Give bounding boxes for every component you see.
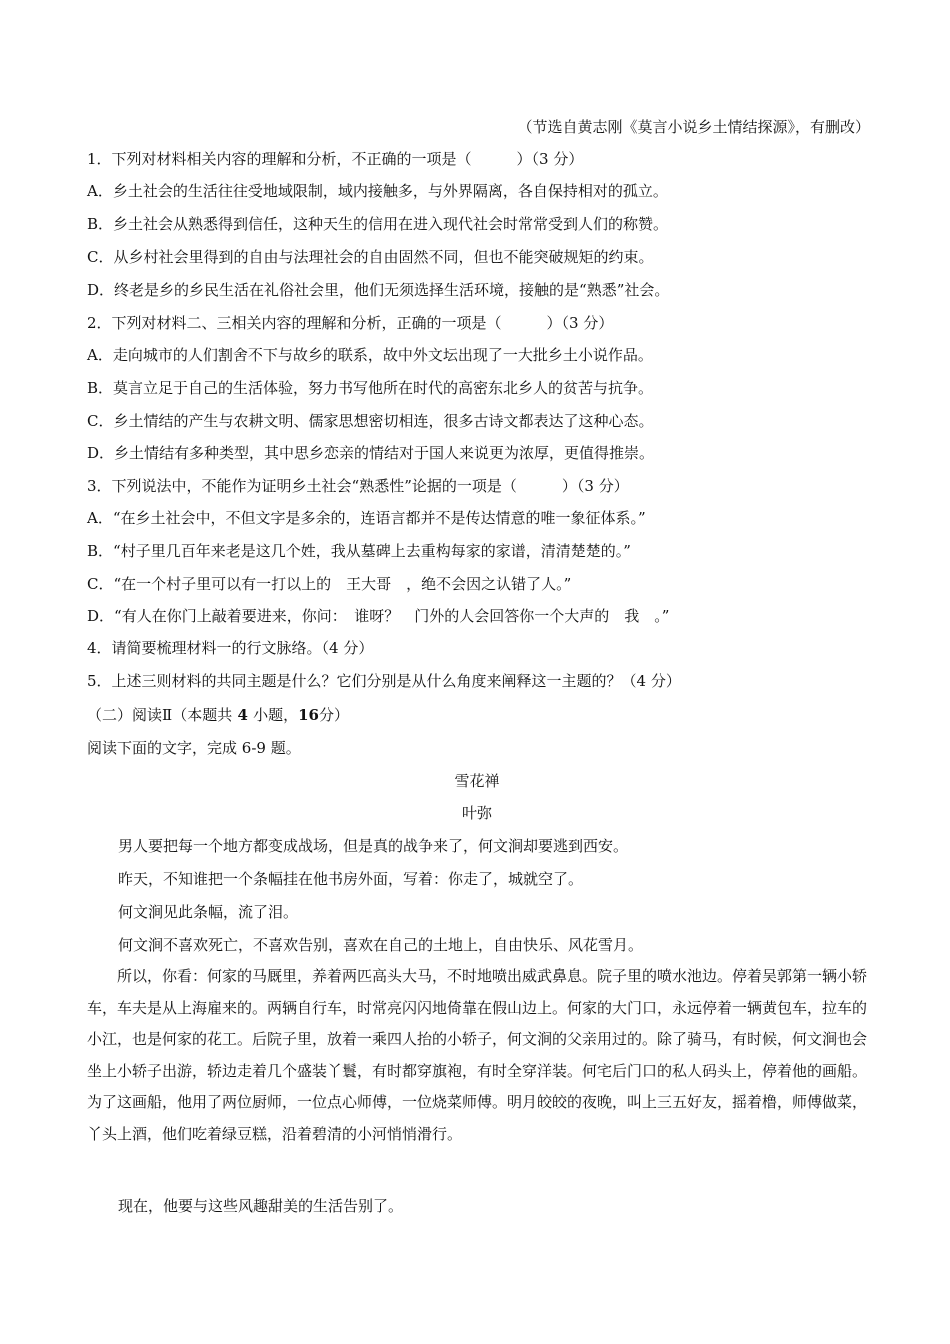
question-3-option-c: C．“在一个村子里可以有一打以上的 王大哥 ，绝不会因之认错了人。” (87, 575, 572, 593)
question-2-option-b: B．莫言立足于自己的生活体验，努力书写他所在时代的高密东北乡人的贫苦与抗争。 (87, 379, 654, 397)
question-3-option-a: A．“在乡土社会中，不但文字是多余的，连语言都并不是传达情意的唯一象征体系。” (87, 509, 646, 527)
question-1-option-c: C．从乡村社会里得到的自由与法理社会的自由固然不同，但也不能突破规矩的约束。 (87, 248, 654, 266)
source-note: （节选自黄志刚《莫言小说乡土情结探源》，有删改） (517, 118, 870, 136)
section-2-count: 4 (237, 706, 248, 724)
question-2-stem: 2．下列对材料二、三相关内容的理解和分析，正确的一项是（ ）（3 分） (87, 314, 614, 332)
story-paragraph-5: 所以，你看：何家的马厩里，养着两匹高头大马，不时地喷出威武鼻息。院子里的喷水池边。停着吴郭第一辆小轿车，车夫是从上海雇来的。两辆自行车，时常亮闪闪地倚靠在假山边上。何家的大门口，永远停着一辆黄包车，拉车的小江，也是何家的花工。后院子里，放着一乘四人抬的小轿子，何文涧的父亲用过的。除了骑马，有时候，何文涧也会坐上小轿子出游，轿边走着几个盛装丫鬟，有时都穿旗袍，有时全穿洋装。何宅后门口的私人码头上，停着他的画船。为了这画船，他用了两位厨师，一位点心师傅，一位烧菜师傅。明月皎皎的夜晚，叫上三五好友，摇着橹，师傅做菜，丫头上酒，他们吃着绿豆糕，沿着碧清的小河悄悄滑行。 (87, 967, 868, 1143)
question-1-option-d: D．终老是乡的乡民生活在礼俗社会里，他们无须选择生活环境，接触的是“熟悉”社会。 (87, 281, 670, 299)
story-author: 叶弥 (461, 804, 492, 822)
story-paragraph-6: 现在，他要与这些风趣甜美的生活告别了。 (118, 1197, 404, 1215)
section-2-label: （二）阅读Ⅱ（本题共 (87, 706, 233, 724)
story-paragraph-1: 男人要把每一个地方都变成战场，但是真的战争来了，何文涧却要逃到西安。 (118, 837, 629, 855)
question-3-stem: 3．下列说法中，不能作为证明乡土社会“熟悉性”论据的一项是（ ）（3 分） (87, 477, 629, 495)
question-2-option-c: C．乡土情结的产生与农耕文明、儒家思想密切相连，很多古诗文都表达了这种心态。 (87, 412, 654, 430)
story-paragraph-2: 昨天，不知谁把一个条幅挂在他书房外面，写着：你走了，城就空了。 (118, 870, 584, 888)
question-4: 4．请简要梳理材料一的行文脉络。（4 分） (87, 639, 374, 657)
question-3-option-b: B．“村子里几百年来老是这几个姓，我从墓碑上去重构每家的家谱，清清楚楚的。” (87, 542, 631, 560)
section-2-tail: 分） (319, 706, 350, 724)
question-2-option-a: A．走向城市的人们割舍不下与故乡的联系，故中外文坛出现了一大批乡土小说作品。 (87, 346, 653, 364)
question-1-option-b: B．乡土社会从熟悉得到信任，这种天生的信用在进入现代社会时常常受到人们的称赞。 (87, 215, 669, 233)
question-1-stem: 1．下列对材料相关内容的理解和分析，不正确的一项是（ ）（3 分） (87, 150, 584, 168)
story-paragraph-4: 何文涧不喜欢死亡，不喜欢告别，喜欢在自己的土地上，自由快乐、风花雪月。 (118, 936, 644, 954)
section-2-score: 16 (298, 706, 319, 724)
question-5: 5．上述三则材料的共同主题是什么？它们分别是从什么角度来阐释这一主题的？（4 分） (87, 672, 681, 690)
question-2-option-d: D．乡土情结有多种类型，其中思乡恋亲的情结对于国人来说更为浓厚，更值得推崇。 (87, 444, 655, 462)
section-2-heading (87, 705, 867, 725)
question-3-option-d: D．“有人在你门上敲着要进来，你问： 谁呀？ 门外的人会回答你一个大声的 我 。” (87, 607, 670, 625)
section-2-mid: 小题， (253, 706, 299, 724)
reading-instruction: 阅读下面的文字，完成 6-9 题。 (87, 739, 301, 757)
question-1-option-a: A．乡土社会的生活往往受地域限制，域内接触多，与外界隔离，各自保持相对的孤立。 (87, 182, 668, 200)
story-paragraph-3: 何文涧见此条幅，流了泪。 (118, 903, 299, 921)
story-title: 雪花禅 (454, 772, 500, 790)
